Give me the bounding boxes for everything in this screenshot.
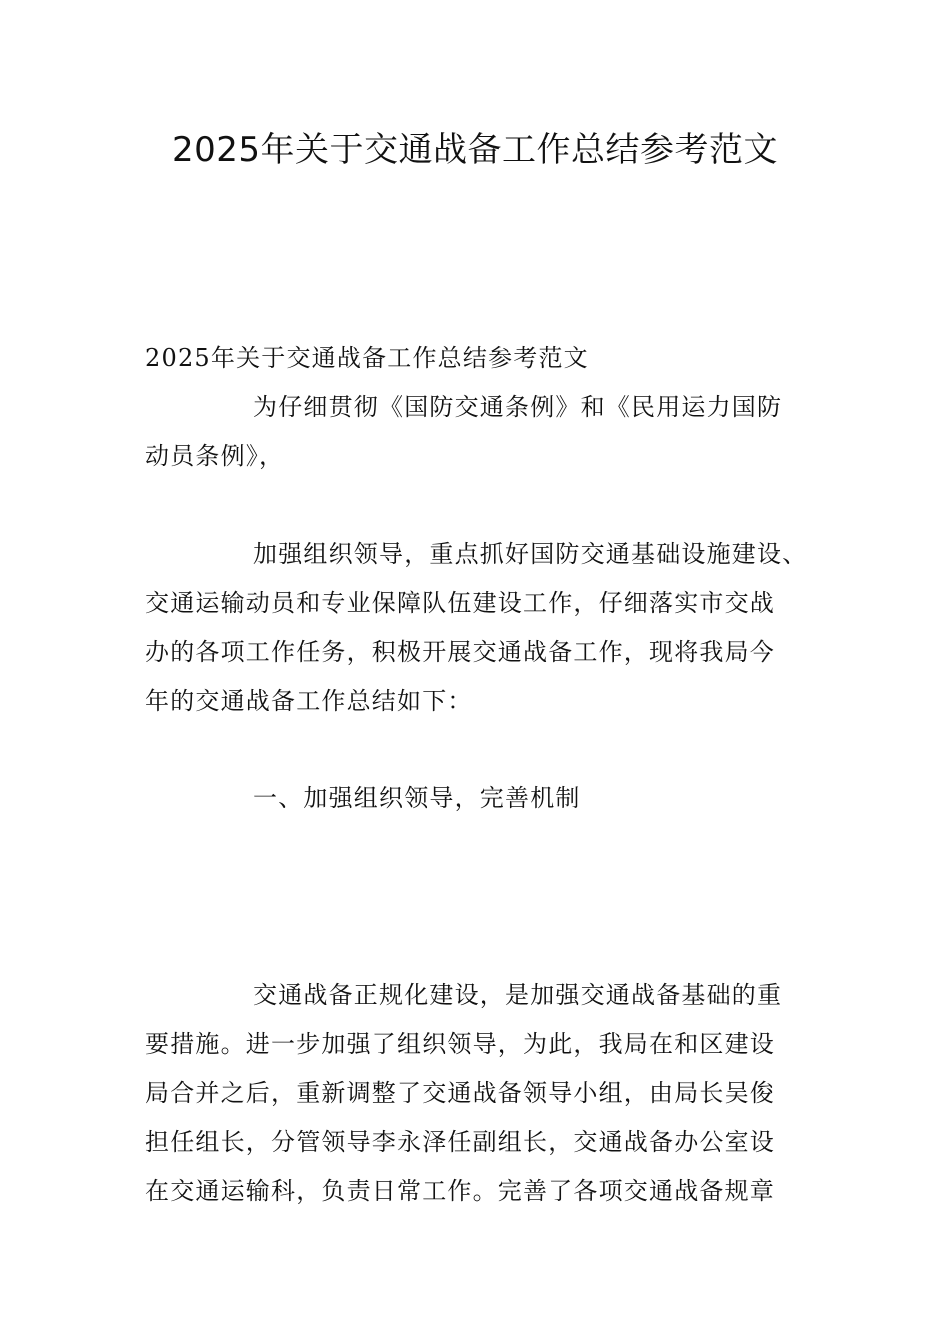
paragraph-1: [145, 383, 810, 481]
paragraph-line: 交通运输动员和专业保障队伍建设工作，仔细落实市交战: [145, 589, 775, 617]
paragraph-line: 办的各项工作任务，积极开展交通战备工作，现将我局今: [145, 638, 775, 666]
section-heading-line: 一、加强组织领导，完善机制: [253, 784, 581, 812]
paragraph-line: 年的交通战备工作总结如下：: [145, 687, 473, 715]
paragraph-line: 担任组长，分管领导李永泽任副组长，交通战备办公室设: [145, 1128, 775, 1156]
document-subtitle: [145, 334, 810, 383]
paragraph-line: 加强组织领导，重点抓好国防交通基础设施建设、: [253, 540, 808, 568]
paragraph-3: [145, 971, 810, 1216]
subtitle-line: 2025年关于交通战备工作总结参考范文: [145, 344, 589, 372]
document-title: 2025年关于交通战备工作总结参考范文: [171, 130, 779, 170]
paragraph-line: 交通战备正规化建设，是加强交通战备基础的重: [253, 981, 783, 1009]
section-heading-1: [145, 774, 810, 823]
paragraph-line: 为仔细贯彻《国防交通条例》和《民用运力国防: [253, 393, 783, 421]
paragraph-line: 动员条例》，: [145, 442, 285, 470]
paragraph-line: 在交通运输科，负责日常工作。完善了各项交通战备规章: [145, 1177, 775, 1205]
paragraph-2: [145, 530, 810, 726]
paragraph-line: 要措施。进一步加强了组织领导，为此，我局在和区建设: [145, 1030, 775, 1058]
paragraph-line: 局合并之后，重新调整了交通战备领导小组，由局长吴俊: [145, 1079, 775, 1107]
